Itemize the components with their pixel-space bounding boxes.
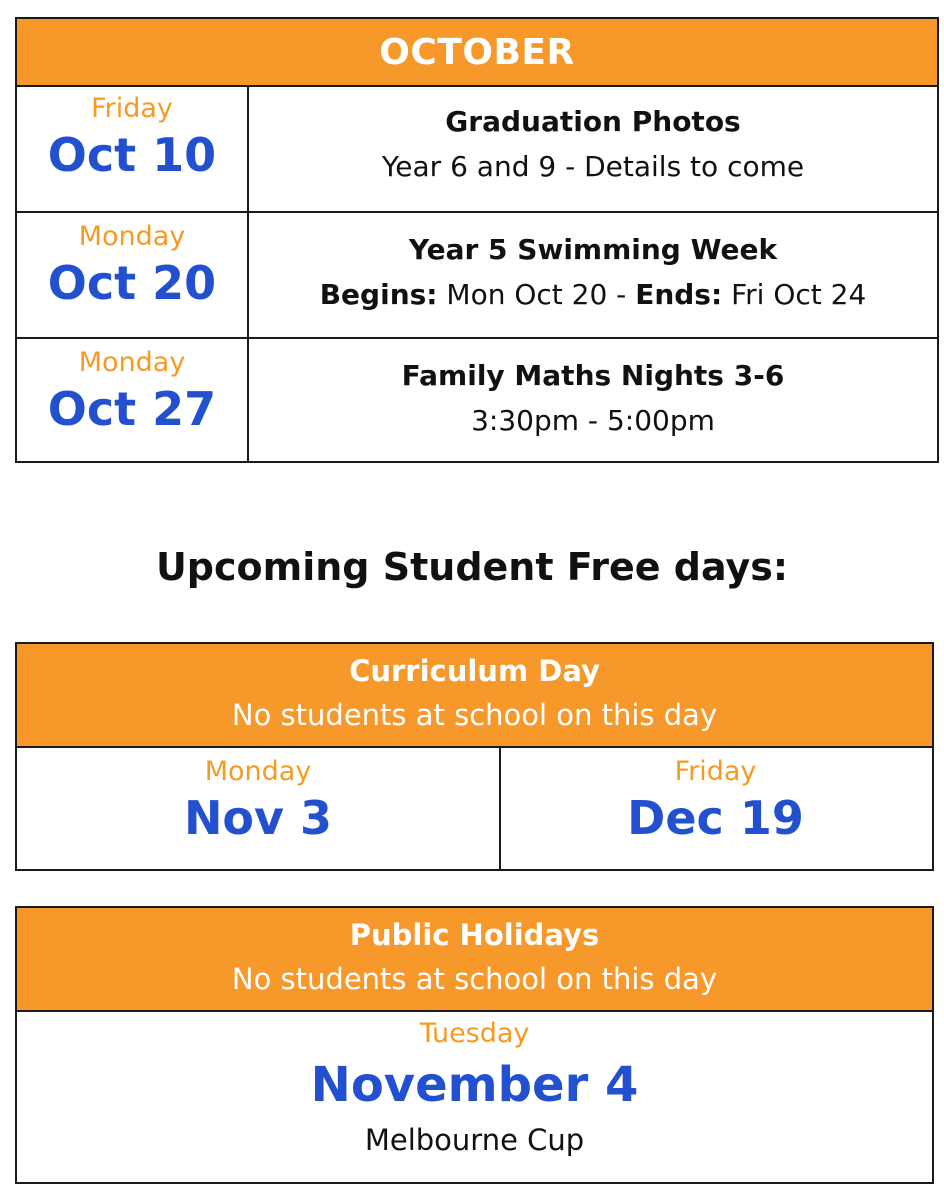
curriculum-day-cell <box>17 746 501 869</box>
curriculum-weekday: Friday <box>674 756 757 787</box>
curriculum-title: Curriculum Day <box>349 654 600 688</box>
october-table <box>15 17 939 463</box>
event-title: Graduation Photos <box>445 105 741 138</box>
event-title: Family Maths Nights 3-6 <box>401 359 785 392</box>
holiday-weekday: Tuesday <box>419 1018 530 1049</box>
october-header: OCTOBER <box>17 19 937 87</box>
event-row <box>17 85 937 211</box>
event-info-cell <box>249 85 937 211</box>
curriculum-header <box>17 644 932 748</box>
event-title: Year 5 Swimming Week <box>408 233 778 266</box>
event-weekday: Monday <box>78 221 186 252</box>
event-date: Oct 10 <box>47 128 217 182</box>
public-holidays-table <box>15 906 934 1184</box>
public-holidays-header <box>17 908 932 1012</box>
curriculum-day-cell <box>499 746 932 869</box>
curriculum-date: Nov 3 <box>183 791 333 845</box>
holiday-date: November 4 <box>310 1057 639 1113</box>
public-holidays-subtitle: No students at school on this day <box>231 962 718 996</box>
event-weekday: Monday <box>78 347 186 378</box>
event-date: Oct 20 <box>47 256 217 310</box>
ends-label: Ends: <box>635 278 723 311</box>
curriculum-day-table <box>15 642 934 871</box>
event-row <box>17 211 937 339</box>
public-holidays-title: Public Holidays <box>349 918 600 952</box>
ends-value: Fri Oct 24 <box>731 278 867 311</box>
event-date-cell <box>17 339 249 463</box>
event-row <box>17 337 937 463</box>
free-days-heading: Upcoming Student Free days: <box>155 545 789 589</box>
event-date-cell <box>17 213 249 339</box>
holiday-name: Melbourne Cup <box>364 1123 585 1157</box>
event-date: Oct 27 <box>47 382 217 436</box>
public-holiday-cell <box>17 1010 932 1182</box>
curriculum-weekday: Monday <box>204 756 312 787</box>
begins-value: Mon Oct 20 - <box>446 278 636 311</box>
event-info-cell <box>249 213 937 339</box>
begins-label: Begins: <box>319 278 438 311</box>
event-info-cell <box>249 339 937 463</box>
curriculum-date: Dec 19 <box>627 791 804 845</box>
event-detail: Year 6 and 9 - Details to come <box>381 150 805 183</box>
event-weekday: Friday <box>91 93 173 124</box>
curriculum-subtitle: No students at school on this day <box>231 698 718 732</box>
event-date-cell <box>17 85 249 211</box>
event-detail: 3:30pm - 5:00pm <box>471 404 715 437</box>
event-detail <box>249 278 937 311</box>
